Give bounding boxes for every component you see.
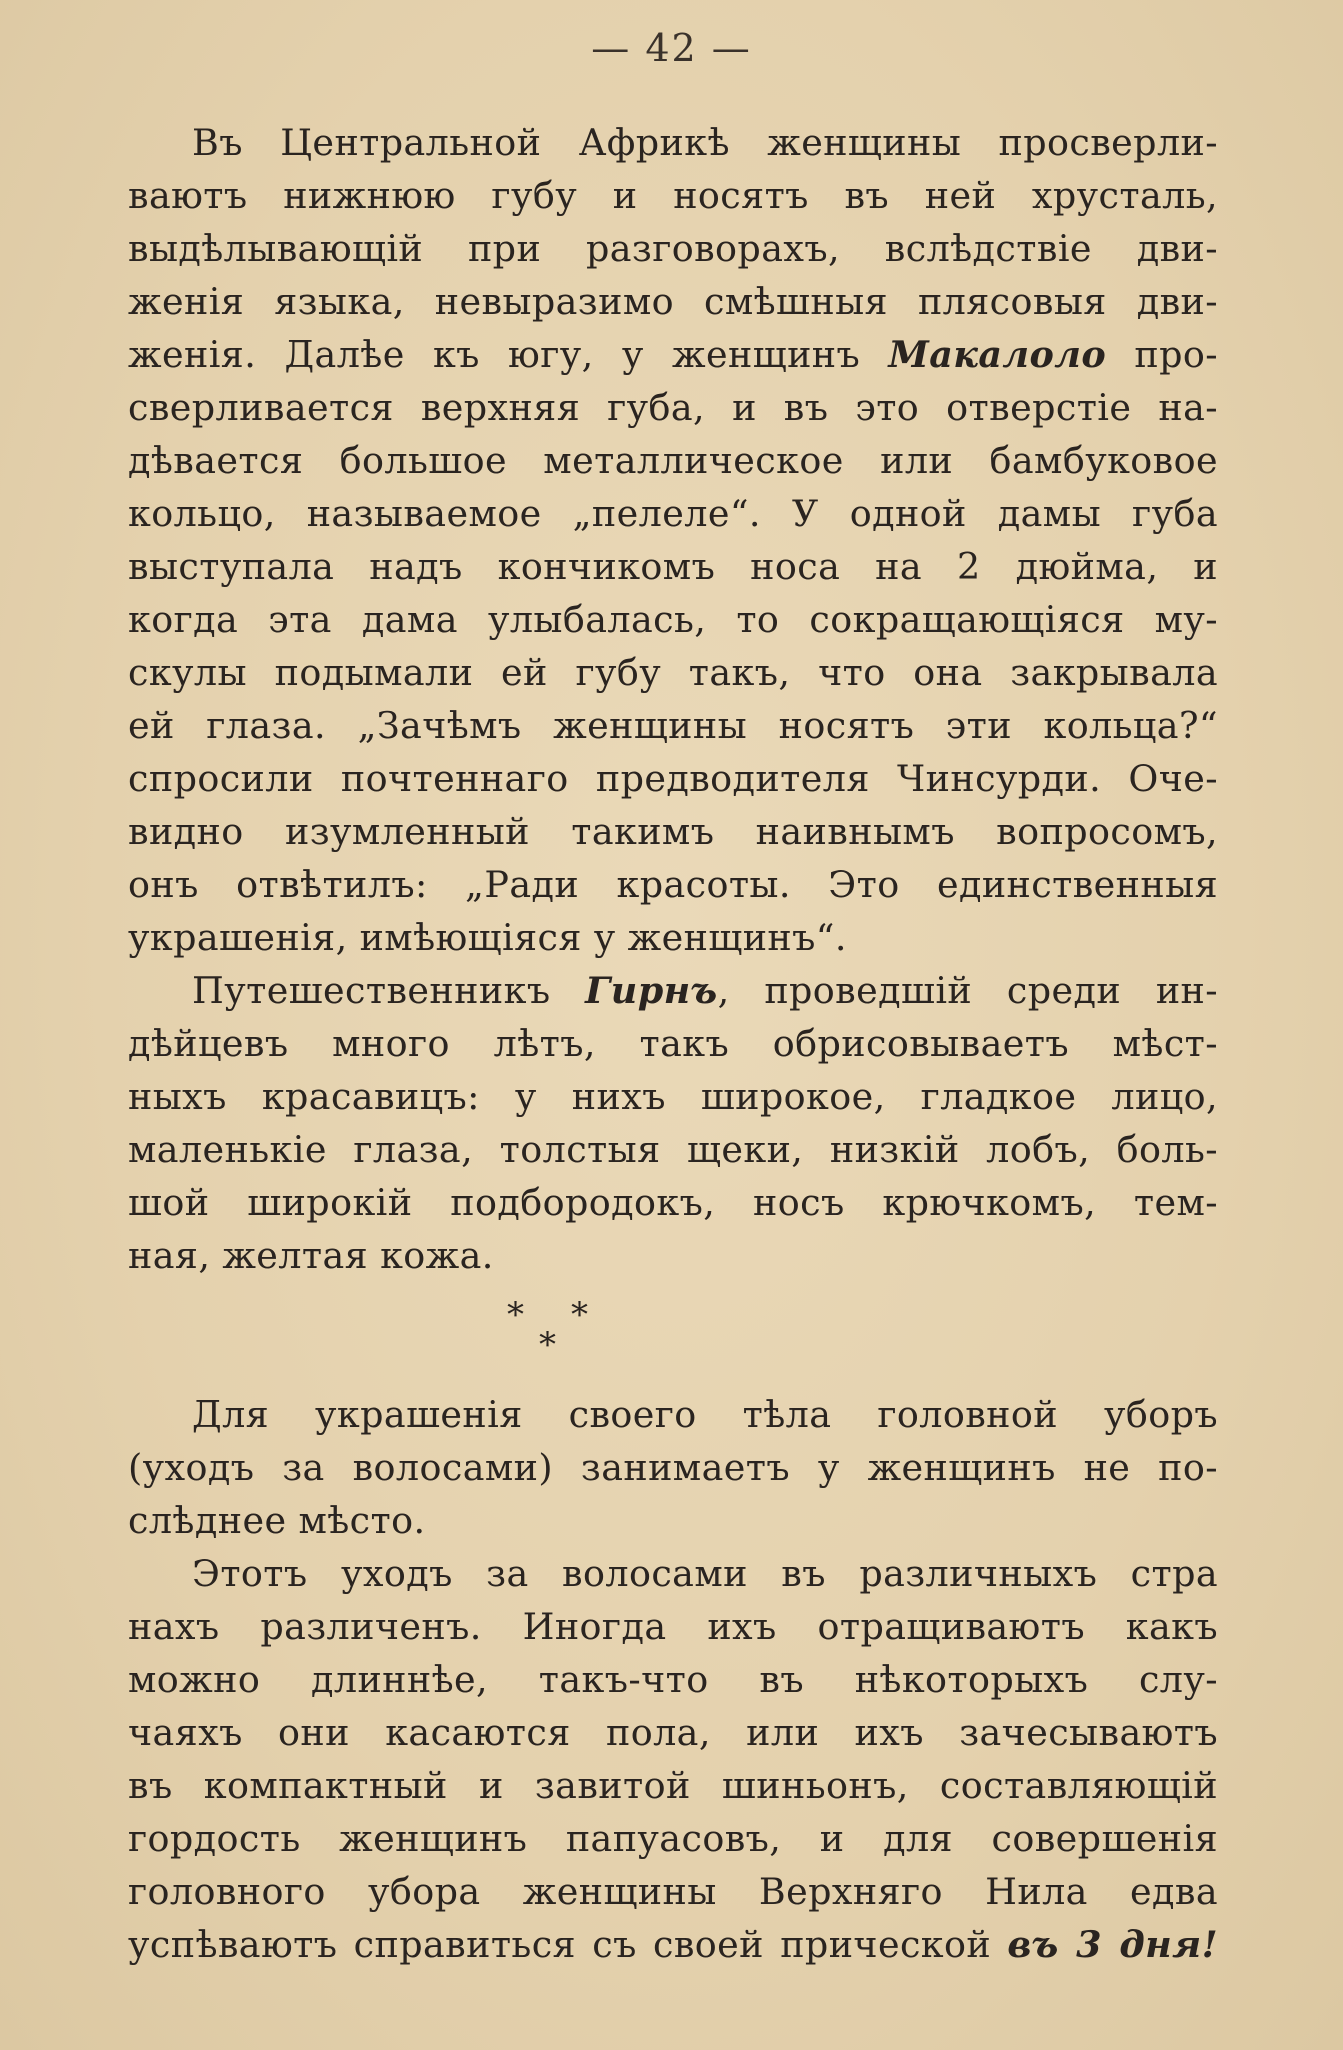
text-line: онъ отвѣтилъ: „Ради красоты. Это единственныя [128, 863, 1218, 906]
text-line: Въ Центральной Африкѣ женщины просверли- [192, 121, 1218, 164]
text-line: маленькіе глаза, толстыя щеки, низкій лобъ, боль- [128, 1128, 1218, 1171]
paragraph [128, 964, 1218, 1282]
text-line: украшенія, имѣющіяся у женщинъ“. [128, 916, 847, 959]
body-text [128, 116, 1218, 1971]
asterisk: * [571, 1295, 588, 1335]
text-line: выдѣлывающій при разговорахъ, вслѣдствіе дви- [128, 227, 1218, 270]
text-line: сверливается верхняя губа, и въ это отверстіе на- [128, 386, 1218, 429]
asterisk: * [539, 1325, 556, 1365]
text-line: дѣвается большое металлическое или бамбуковое [128, 439, 1218, 482]
text-line [128, 964, 1218, 1017]
line-segment: успѣваютъ справиться съ своей прической [128, 1923, 1008, 1966]
text-line: видно изумленный такимъ наивнымъ вопросомъ, [128, 810, 1218, 853]
line-segment: про- [1106, 333, 1218, 376]
italic-term: Макалоло [888, 333, 1107, 376]
line-segment: женія. Далѣе къ югу, у женщинъ [128, 333, 889, 376]
line-segment: Путешественникъ [192, 969, 586, 1012]
text-line [128, 328, 1218, 381]
text-line: кольцо, называемое „пелеле“. У одной дамы губа [128, 492, 1218, 535]
paragraph [128, 1547, 1218, 1971]
section-separator [128, 1282, 1218, 1388]
page-number: — 42 — [591, 26, 752, 70]
text-line: Этотъ уходъ за волосами въ различныхъ стра [192, 1552, 1218, 1595]
italic-term: въ 3 дня! [1007, 1923, 1218, 1966]
paragraph [128, 1388, 1218, 1547]
text-line: чаяхъ они касаются пола, или ихъ зачесываютъ [128, 1711, 1218, 1754]
text-line: выступала надъ кончикомъ носа на 2 дюйма, и [128, 545, 1218, 588]
text-line: головного убора женщины Верхняго Нила едва [128, 1870, 1218, 1913]
text-line: ей глаза. „Зачѣмъ женщины носятъ эти кольца?“ [128, 704, 1218, 747]
text-line: слѣднее мѣсто. [128, 1499, 426, 1542]
text-line: Для украшенія своего тѣла головной уборъ [192, 1393, 1218, 1436]
text-line: ныхъ красавицъ: у нихъ широкое, гладкое лицо, [128, 1075, 1218, 1118]
text-line: ваютъ нижнюю губу и носятъ въ ней хрусталь, [128, 174, 1218, 217]
text-line: шой широкій подбородокъ, носъ крючкомъ, тем- [128, 1181, 1218, 1224]
text-line: можно длиннѣе, такъ-что въ нѣкоторыхъ слу- [128, 1658, 1218, 1701]
text-line: скулы подымали ей губу такъ, что она закрывала [128, 651, 1218, 694]
italic-term: Гирнъ [585, 969, 718, 1012]
text-line: гордость женщинъ папуасовъ, и для совершенія [128, 1817, 1218, 1860]
text-line: спросили почтеннаго предводителя Чинсурди. Оче- [128, 757, 1218, 800]
text-line: когда эта дама улыбалась, то сокращающіяся му- [128, 598, 1218, 641]
line-segment: , проведшій среди ин- [717, 969, 1219, 1012]
paragraph [128, 116, 1218, 964]
text-line: дѣйцевъ много лѣтъ, такъ обрисовываетъ мѣст- [128, 1022, 1218, 1065]
text-line: (уходъ за волосами) занимаетъ у женщинъ не по- [128, 1446, 1218, 1489]
text-line: ная, желтая кожа. [128, 1234, 494, 1277]
text-line [128, 1918, 1218, 1971]
asterisk: * [507, 1295, 524, 1335]
text-line: женія языка, невыразимо смѣшныя плясовыя дви- [128, 280, 1218, 323]
text-line: нахъ различенъ. Иногда ихъ отращиваютъ какъ [128, 1605, 1218, 1648]
text-line: въ компактный и завитой шиньонъ, составляющій [128, 1764, 1218, 1807]
